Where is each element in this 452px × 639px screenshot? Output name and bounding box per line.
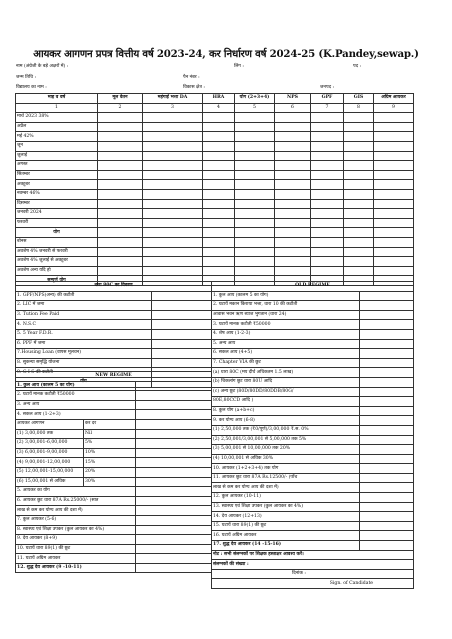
col-header: NPS xyxy=(275,94,311,104)
slab-cell: (2) 3,00,001-6,00,000 xyxy=(16,439,84,449)
new-regime-item: 3. अन्य आय xyxy=(16,400,136,410)
old-regime-item: (b) चिकलांग छूट धारा 80U आदि xyxy=(212,377,360,387)
form-title: आयकर आगणन प्रपत्र वित्तीय वर्ष 2023-24, कर निर्धारण वर्ष 2024-25 (K.Pandey,sewap.) xyxy=(33,48,419,60)
slab-cell: (3) 6,00,001-9,00,000 xyxy=(16,448,84,458)
old-regime-item: 13. स्वास्थ्य एवं शिक्षा उपकर (कुल आयकर का 4%) xyxy=(212,502,360,512)
sec80c-item: 7.Housing Loan (वापस मूलधन) xyxy=(16,349,152,359)
slab-cell: (5) 12,00,001-15,00,000 xyxy=(16,467,84,477)
extra-cell: बोनस xyxy=(16,237,98,247)
new-regime-item: 2. घटायें मानक कटौती ₹50000 xyxy=(16,391,136,401)
block-label: विकास क्षेत्र : xyxy=(183,85,205,90)
note-text: नोट : सभी संलग्नकों पर शिक्षक हस्ताक्षर आवश्य करें। xyxy=(212,550,414,560)
pan-label: पैन नंबर : xyxy=(183,75,200,80)
old-regime-item: लाख से कम कर योग्य आय की दशा में) xyxy=(212,483,360,493)
old-regime-item: 9. कर योग्य आय (6-8) xyxy=(212,416,360,426)
old-regime-item: 7. Chapter VIA की छूट xyxy=(212,358,360,368)
col-number: 2 xyxy=(98,103,143,113)
old-regime-item: (2) 2,50,001/3,00,001 से 5,00,000 तक 5% xyxy=(212,435,360,445)
grand-total-label: सम्पूर्ण योग xyxy=(16,276,98,286)
new-regime-item: 11. घटायें अग्रिम आयकर xyxy=(16,554,136,564)
month-cell: अप्रैल xyxy=(16,122,98,132)
old-regime-item: 8. कुल योग (a+b+c) xyxy=(212,406,360,416)
rate-cell: 5% xyxy=(84,439,136,449)
new-regime-title: NEW REGIME xyxy=(16,372,212,382)
sec80c-item: 1. GPF/NPS(अन्य) की कटौती xyxy=(16,291,152,301)
rate-cell: 10% xyxy=(84,448,136,458)
month-cell: नवम्बर 46% xyxy=(16,189,98,199)
old-regime-item: 1. कुल आय (कालम 5 का योग) xyxy=(212,291,360,301)
sec80c-item: 6. PPF में जमा xyxy=(16,339,152,349)
district-label: जनपद : xyxy=(320,85,335,90)
sec80c-item: 8. सुकन्या समृद्धि योजना xyxy=(16,358,152,368)
signature-label: Sign. of Candidate xyxy=(212,579,414,589)
new-regime-item: 9. देय आयकर (8+9) xyxy=(16,535,136,545)
old-regime-item: (3) 5,00,001 से 10,00,000 तक 20% xyxy=(212,445,360,455)
slab-cell: (6) 15,00,001 से अधिक xyxy=(16,477,84,487)
col-number: 1 xyxy=(16,103,98,113)
sec80c-item: 4. N.S.C xyxy=(16,320,152,330)
new-regime-item: 1. कुल आय (कालम 5 का योग) xyxy=(16,381,136,391)
col-number: 6 xyxy=(275,103,311,113)
col-header: GIS xyxy=(344,94,374,104)
old-regime-item: 6. सकल आय (4+5) xyxy=(212,349,360,359)
col-header: GPF xyxy=(311,94,344,104)
month-cell: सितम्बर xyxy=(16,170,98,180)
dob-label: जन्म तिथि : xyxy=(16,75,37,80)
extra-cell: अवशेष अन्य यदि हो xyxy=(16,266,98,276)
new-regime-item: 7. कुल आयकर (5-6) xyxy=(16,515,136,525)
new-regime-item: 5. आयकर का योग xyxy=(16,487,136,497)
rate-cell: 20% xyxy=(84,467,136,477)
slab-cell: (4) 9,00,001-12,00,000 xyxy=(16,458,84,468)
month-cell: जनवरी 2024 xyxy=(16,209,98,219)
old-regime-item: 11. आयकर छूट धारा 87A Rs.12500/- (पाँच xyxy=(212,473,360,483)
month-cell: मई 42% xyxy=(16,132,98,142)
sec80c-total: योग xyxy=(16,377,152,387)
col-number: 4 xyxy=(203,103,235,113)
old-regime-item: 4. शेष आय (1-2-3) xyxy=(212,329,360,339)
old-regime-item: 14. देय आयकर (12+13) xyxy=(212,512,360,522)
col-header: अग्रिम आयकर xyxy=(374,94,414,104)
old-regime-item: 80E,80CCD आदि ) xyxy=(212,397,360,407)
attachments-label: संलग्नकों की संख्या : xyxy=(212,560,414,570)
month-cell: फरवरी xyxy=(16,218,98,228)
new-regime-item: 6. आयकर छूट धारा 87A Rs.25000/- (सात xyxy=(16,496,136,506)
old-regime-item: आवास भवन ऋण ब्याज भुगतान (धारा 24) xyxy=(212,310,360,320)
new-regime-item: 4. सकल आय (1-2+3) xyxy=(16,410,136,420)
total-label: योग xyxy=(16,228,98,238)
old-regime-item: 12. कुल आयकर (10-11) xyxy=(212,493,360,503)
old-regime-item: 2. घटायें मकान किराया भत्ता, धारा 10 की कटौती xyxy=(212,301,360,311)
extra-cell: अवशेष 4% जनवरी से फरवरी xyxy=(16,247,98,257)
new-regime-item: 8. स्वास्थ्य एवं शिक्षा उपकर (कुल आयकर का 4%) xyxy=(16,525,136,535)
new-regime-item: 10. घटायें धारा 89(1) की छूट xyxy=(16,544,136,554)
col-number: 9 xyxy=(374,103,414,113)
old-regime-item: 10. आयकर (1+2+3+4) तक योग xyxy=(212,464,360,474)
old-regime-item: 15. घटायें धारा 89(1) की छूट xyxy=(212,521,360,531)
date-label: दिनांक : xyxy=(212,569,414,579)
new-regime-item: लाख से कम कर योग्य आय की दशा में) xyxy=(16,506,136,516)
new-regime-table xyxy=(15,371,212,573)
old-regime-item: (1) 2,50,000 तक (₹0/पूर्ण)/3,00,000 ₹.स. 0% xyxy=(212,425,360,435)
month-cell: जून xyxy=(16,141,98,151)
old-regime-table xyxy=(211,281,414,589)
month-cell: अगस्त xyxy=(16,161,98,171)
old-regime-net: 17. शुद्ध देय आयकर (14 -15-16) xyxy=(212,541,360,551)
rate-cell: 15% xyxy=(84,458,136,468)
old-regime-item: 5. अन्य आय xyxy=(212,339,360,349)
month-cell: अक्टूबर xyxy=(16,180,98,190)
col-header: योग (2+3+4) xyxy=(235,94,275,104)
col-header: माह व वर्ष xyxy=(16,94,98,104)
new-regime-item: आयकर आगणन xyxy=(16,419,84,429)
month-cell: मार्च 2023 38% xyxy=(16,113,98,123)
col-number: 5 xyxy=(235,103,275,113)
gender-label: लिंग : xyxy=(234,64,244,69)
col-number: 8 xyxy=(344,103,374,113)
salary-table xyxy=(15,93,414,286)
new-regime-net: 12. शुद्ध देय आयकर (9 -10-11) xyxy=(16,563,136,573)
old-regime-item: (a) धारा 80C (मय दीर्घ अधिकतम 1.5 लाख) xyxy=(212,368,360,378)
sec80c-item: 5. 5 Year F.D.R. xyxy=(16,329,152,339)
col-header: HRA xyxy=(203,94,235,104)
col-number: 3 xyxy=(143,103,203,113)
name-label: नाम (अंग्रेजी के बड़े अक्षरों में) : xyxy=(16,64,69,69)
month-cell: दिसम्बर xyxy=(16,199,98,209)
old-regime-item: (4) 10,00,001 से अधिक 30% xyxy=(212,454,360,464)
sec80c-title: धारा 80C का विवरण xyxy=(16,282,212,292)
rate-cell: Nil xyxy=(84,429,136,439)
sec80c-item: 9. G I S की कटौती xyxy=(16,368,152,378)
old-regime-item: (c) अन्य छूट (80D/80DD/80DDB/80G/ xyxy=(212,387,360,397)
rate-cell: कर दर xyxy=(84,419,136,429)
school-label: विद्यालय का नाम : xyxy=(16,85,47,90)
rate-cell: 30% xyxy=(84,477,136,487)
old-regime-item: 3. घटायें मानक कटौती ₹50000 xyxy=(212,320,360,330)
post-label: पद : xyxy=(353,64,362,69)
old-regime-title: OLD REGIME xyxy=(212,282,414,292)
sec80c-item: 2. LIC में जमा xyxy=(16,301,152,311)
slab-cell: (1) 3,00,000 तक xyxy=(16,429,84,439)
old-regime-item: 16. घटायें अग्रिम आयकर xyxy=(212,531,360,541)
col-header: मूल वेतन xyxy=(98,94,143,104)
sec80c-item: 3. Tution Fee Paid xyxy=(16,310,152,320)
col-number: 7 xyxy=(311,103,344,113)
month-cell: जुलाई xyxy=(16,151,98,161)
extra-cell: अवशेष 4% जुलाई से अक्टूबर xyxy=(16,257,98,267)
col-header: महंगाई भत्ता DA xyxy=(143,94,203,104)
